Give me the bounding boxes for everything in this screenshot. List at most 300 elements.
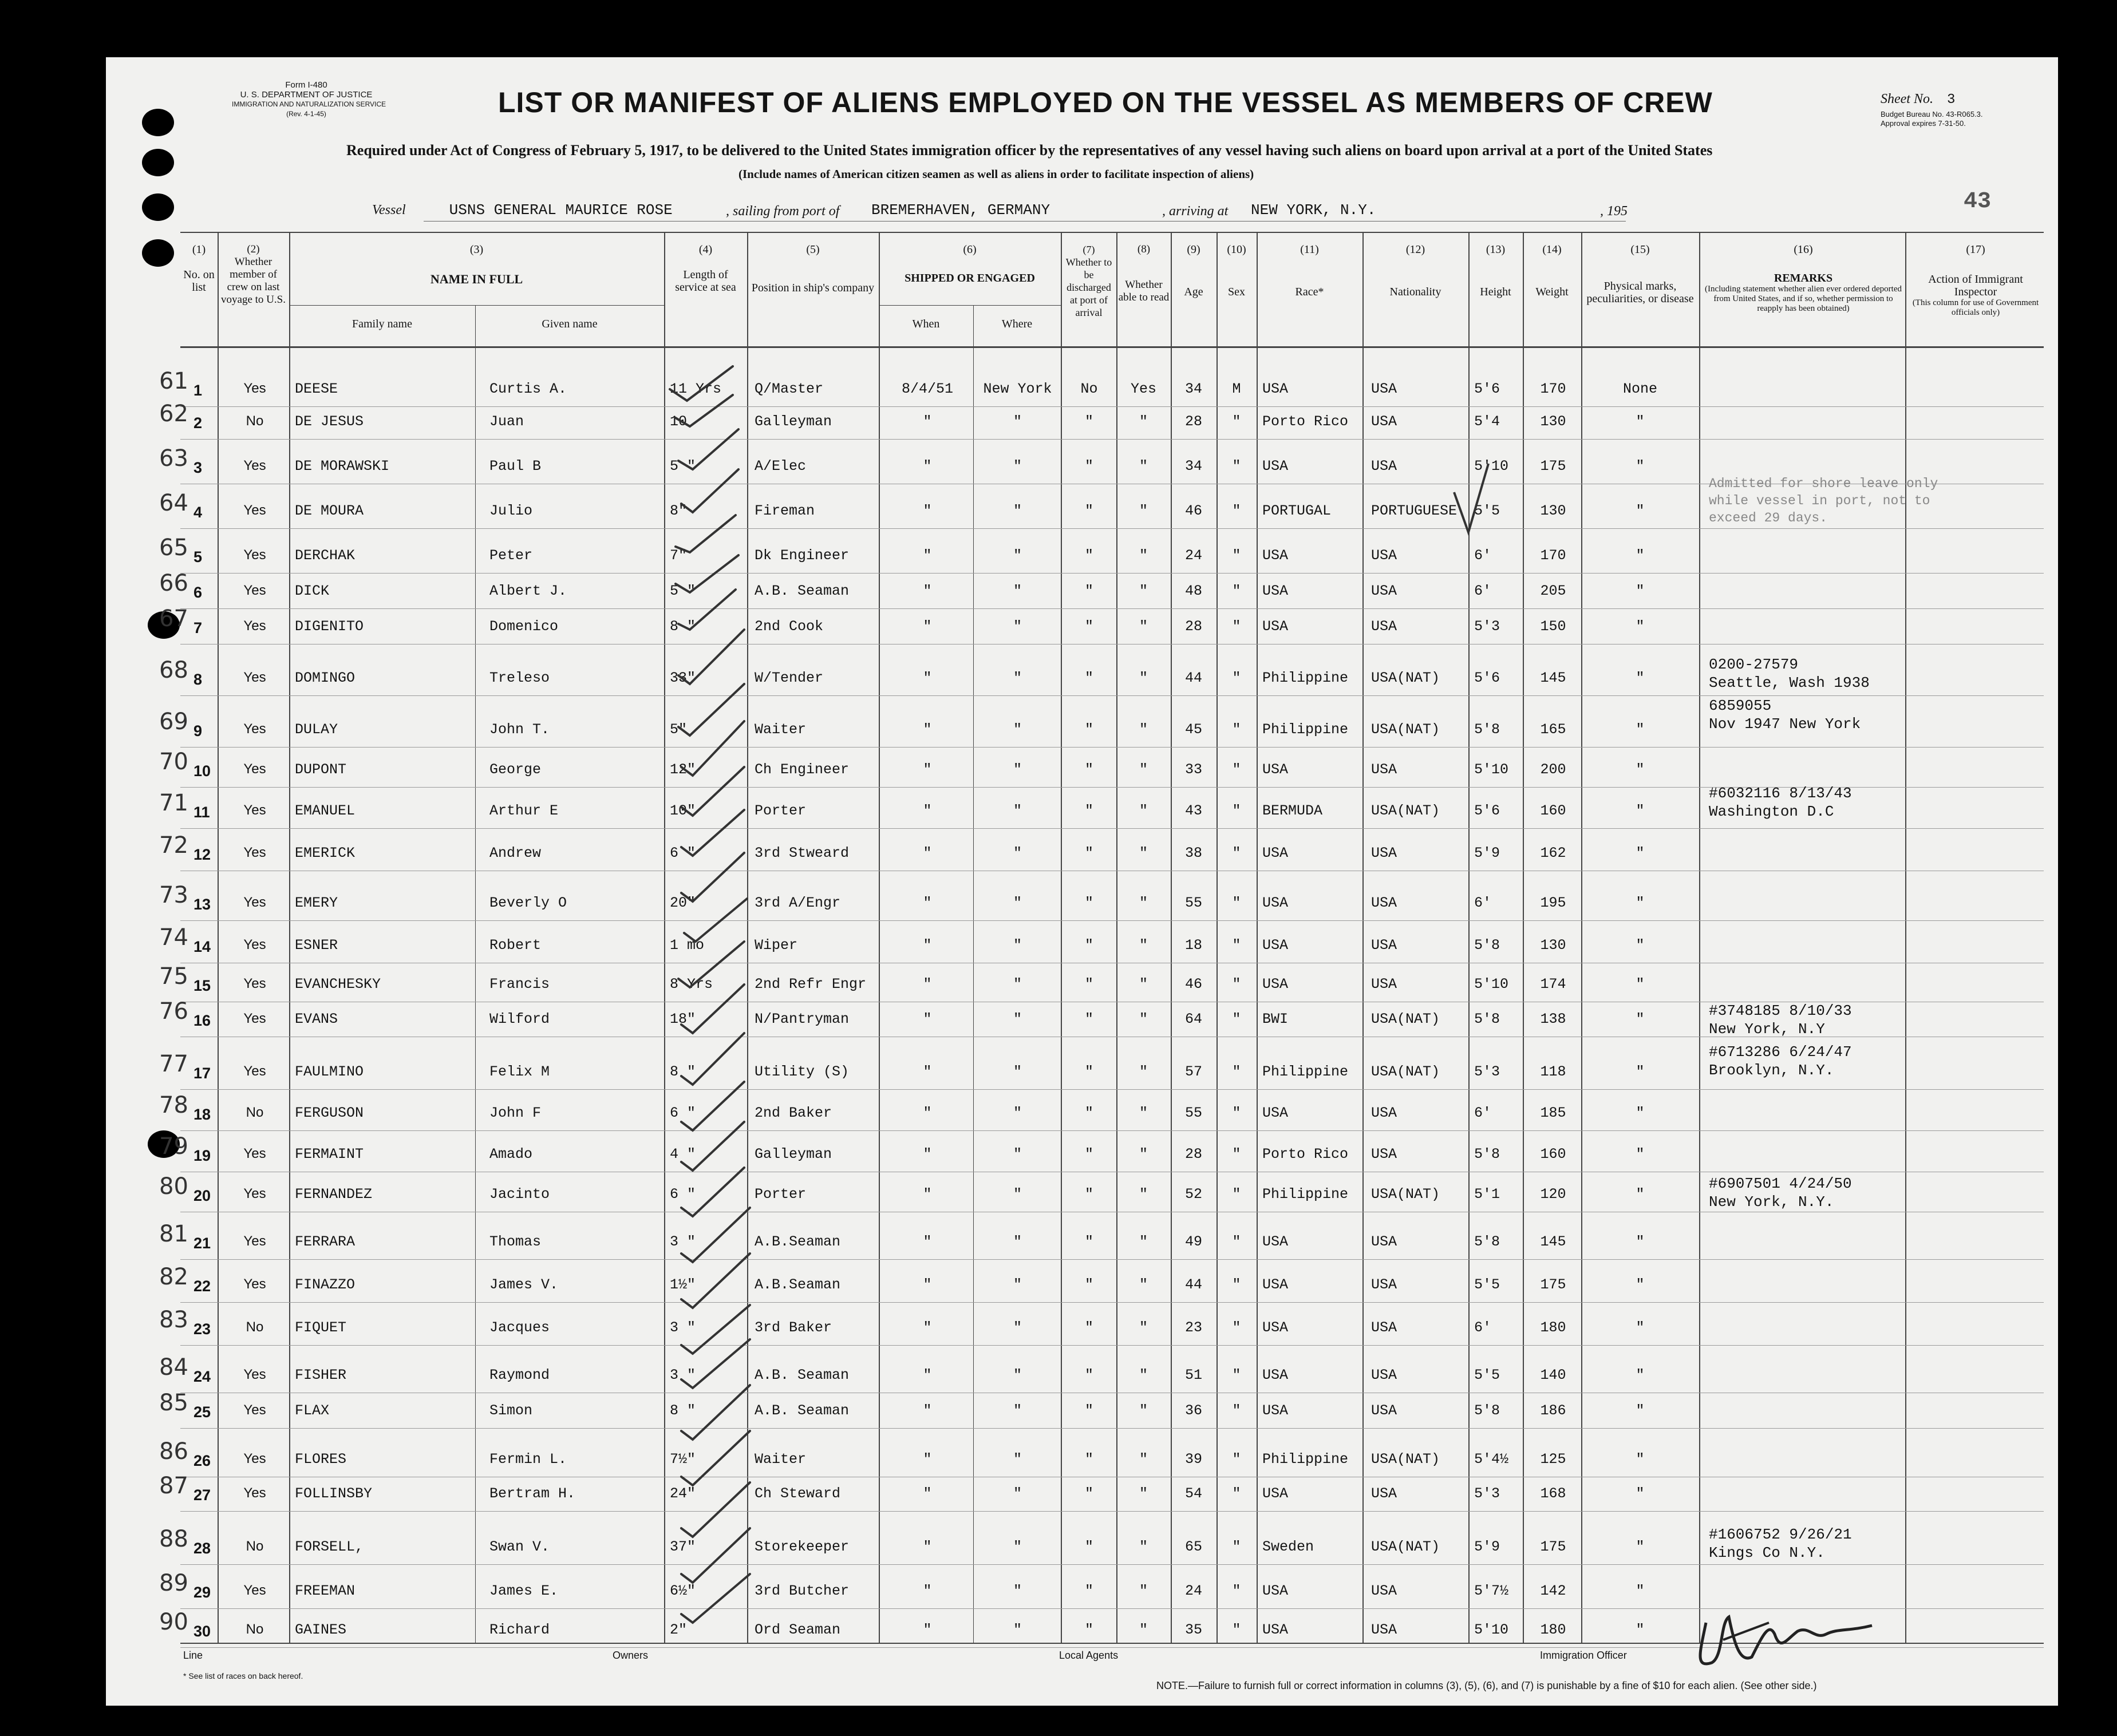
cell-pos: Dk Engineer <box>755 547 850 564</box>
cell-svc: 2" <box>670 1622 688 1638</box>
cell-family: FLORES <box>295 1451 347 1468</box>
cell-pos: 3rd A/Engr <box>755 895 841 911</box>
cell-given: Francis <box>489 976 550 992</box>
cell-race: USA <box>1262 1276 1289 1293</box>
cell-ht: 6' <box>1474 895 1492 911</box>
handwritten-line-number: 62 <box>159 401 188 427</box>
cell-pos: Ch Engineer <box>755 761 850 778</box>
cell-ht: 5'5 <box>1474 1367 1500 1383</box>
row-number: 12 <box>193 846 211 863</box>
cell-nat: USA <box>1371 547 1397 564</box>
cell-wt: 195 <box>1540 895 1566 911</box>
col-num: (15) <box>1630 243 1650 256</box>
cell-svc: 4 " <box>670 1146 696 1162</box>
cell-sex: " <box>1232 845 1241 861</box>
row-divider <box>180 406 2044 407</box>
cell-prev: Yes <box>243 937 266 952</box>
cell-read: " <box>1139 1063 1148 1080</box>
service: IMMIGRATION AND NATURALIZATION SERVICE <box>232 100 386 108</box>
cell-sex: " <box>1232 1105 1241 1121</box>
cell-prev: Yes <box>243 802 266 818</box>
cell-ht: 5'8 <box>1474 1402 1500 1419</box>
cell-nat: USA <box>1371 1146 1397 1162</box>
cell-read: " <box>1139 1186 1148 1203</box>
given-name-header: Given name <box>542 318 598 330</box>
cell-race: USA <box>1262 1622 1289 1638</box>
cell-when: " <box>923 1367 932 1383</box>
table-top-rule <box>180 232 2044 233</box>
cell-svc: 10" <box>670 802 696 819</box>
cell-where: " <box>1013 1622 1022 1638</box>
handwritten-line-number: 69 <box>159 709 188 735</box>
cell-nat: USA(NAT) <box>1371 670 1440 686</box>
cell-read: " <box>1139 845 1148 861</box>
cell-ht: 6' <box>1474 583 1492 599</box>
cell-ht: 5'4 <box>1474 413 1500 430</box>
cell-given: Beverly O <box>489 895 567 911</box>
cell-ht: 5'9 <box>1474 845 1500 861</box>
cell-disch: " <box>1084 845 1093 861</box>
cell-family: FINAZZO <box>295 1276 356 1293</box>
cell-when: " <box>923 845 932 861</box>
cell-age: 51 <box>1184 1367 1202 1383</box>
cell-read: " <box>1139 1319 1148 1336</box>
col14-header <box>1523 243 1581 298</box>
cell-age: 33 <box>1184 761 1202 778</box>
cell-svc: 8 Yrs <box>670 976 713 992</box>
row-divider <box>180 1302 2044 1303</box>
remark-line: 6859055 <box>1709 697 1772 714</box>
cell-family: DE JESUS <box>295 413 364 430</box>
cell-race: PORTUGAL <box>1262 503 1332 519</box>
row-number: 20 <box>193 1187 211 1204</box>
handwritten-line-number: 89 <box>159 1570 188 1596</box>
cell-svc: 10 <box>670 413 688 430</box>
cell-wt: 185 <box>1540 1105 1566 1121</box>
cell-where: " <box>1013 618 1022 635</box>
row-number: 27 <box>193 1486 211 1504</box>
remark-line: Brooklyn, N.Y. <box>1709 1062 1834 1079</box>
vessel-name: USNS GENERAL MAURICE ROSE <box>449 201 673 219</box>
cell-prev: No <box>246 1539 264 1554</box>
cell-marks: " <box>1636 503 1645 519</box>
cell-given: James V. <box>489 1276 559 1293</box>
cell-svc: 5 " <box>670 583 696 599</box>
row-divider <box>180 528 2044 529</box>
cell-nat: USA <box>1371 583 1397 599</box>
cell-nat: USA <box>1371 381 1397 397</box>
cell-read: " <box>1139 1011 1148 1027</box>
cell-where: " <box>1013 1011 1022 1027</box>
cell-when: " <box>923 1451 932 1468</box>
row-number: 8 <box>193 671 203 688</box>
cell-ht: 5'10 <box>1474 458 1509 474</box>
cell-sex: " <box>1232 1186 1241 1203</box>
cell-age: 24 <box>1184 1583 1202 1599</box>
cell-given: Andrew <box>489 845 542 861</box>
col-label: Sex <box>1228 286 1245 298</box>
cell-svc: 6 " <box>670 1186 696 1203</box>
cell-marks: " <box>1636 1402 1645 1419</box>
cell-marks: " <box>1636 547 1645 564</box>
cell-svc: 1½" <box>670 1276 696 1293</box>
page-title: LIST OR MANIFEST OF ALIENS EMPLOYED ON THE VESSEL AS MEMBERS OF CREW <box>498 86 1713 118</box>
cell-where: " <box>1013 1186 1022 1203</box>
remark-line: exceed 29 days. <box>1709 511 1828 525</box>
cell-family: FERRARA <box>295 1233 356 1250</box>
cell-wt: 180 <box>1540 1319 1566 1336</box>
cell-given: James E. <box>489 1583 559 1599</box>
remark-entry <box>1709 784 1852 821</box>
cell-read: " <box>1139 802 1148 819</box>
cell-where: " <box>1013 1276 1022 1293</box>
cell-disch: " <box>1084 458 1093 474</box>
cell-read: " <box>1139 976 1148 992</box>
cell-race: USA <box>1262 1485 1289 1502</box>
row-divider <box>180 1564 2044 1565</box>
cell-given: Felix M <box>489 1063 550 1080</box>
budget-bureau: Budget Bureau No. 43-R065.3. <box>1881 110 1983 118</box>
row-number: 10 <box>193 762 211 780</box>
cell-age: 23 <box>1184 1319 1202 1336</box>
cell-read: " <box>1139 1367 1148 1383</box>
remark-entry <box>1709 1175 1852 1211</box>
cell-prev: Yes <box>243 670 266 685</box>
cell-sex: " <box>1232 1367 1241 1383</box>
cell-wt: 168 <box>1540 1485 1566 1502</box>
cell-when: " <box>923 618 932 635</box>
cell-disch: " <box>1084 1485 1093 1502</box>
cell-nat: USA(NAT) <box>1371 1011 1440 1027</box>
cell-svc: 3 " <box>670 1233 696 1250</box>
cell-ht: 6' <box>1474 1319 1492 1336</box>
cell-nat: PORTUGUESE <box>1371 503 1458 519</box>
cell-svc: 8 " <box>670 1402 696 1419</box>
sheet-value: 3 <box>1946 92 1956 108</box>
cell-where: " <box>1013 1451 1022 1468</box>
cell-sex: " <box>1232 1276 1241 1293</box>
handwritten-line-number: 68 <box>159 657 188 683</box>
cell-ht: 5'8 <box>1474 1011 1500 1027</box>
row-number: 13 <box>193 896 211 913</box>
cell-sex: " <box>1232 1146 1241 1162</box>
remark-line: Seattle, Wash 1938 <box>1709 674 1870 691</box>
cell-wt: 145 <box>1540 670 1566 686</box>
col-num: (12) <box>1405 243 1425 256</box>
cell-disch: No <box>1080 381 1098 397</box>
cell-ht: 5'8 <box>1474 721 1500 738</box>
cell-sex: " <box>1232 976 1241 992</box>
col-label: Race* <box>1295 286 1324 298</box>
cell-read: " <box>1139 1233 1148 1250</box>
handwritten-line-number: 74 <box>159 924 188 951</box>
cell-wt: 170 <box>1540 381 1566 397</box>
cell-sex: " <box>1232 503 1241 519</box>
cell-prev: No <box>246 1105 264 1120</box>
cell-when: " <box>923 547 932 564</box>
cell-disch: " <box>1084 1583 1093 1599</box>
handwritten-line-number: 61 <box>159 368 188 394</box>
cell-svc: 33" <box>670 670 696 686</box>
cell-read: " <box>1139 761 1148 778</box>
cell-disch: " <box>1084 1319 1093 1336</box>
col3-header <box>289 243 664 286</box>
cell-age: 48 <box>1184 583 1202 599</box>
cell-family: DULAY <box>295 721 338 738</box>
cell-race: Philippine <box>1262 721 1349 738</box>
cell-prev: Yes <box>243 1011 266 1026</box>
cell-prev: No <box>246 1622 264 1637</box>
cell-disch: " <box>1084 895 1093 911</box>
cell-marks: " <box>1636 1367 1645 1383</box>
handwritten-line-number: 77 <box>159 1051 188 1077</box>
col-label: SHIPPED OR ENGAGED <box>905 272 1035 284</box>
row-divider <box>180 1428 2044 1429</box>
row-number: 28 <box>193 1540 211 1557</box>
cell-prev: Yes <box>243 583 266 598</box>
cell-age: 46 <box>1184 976 1202 992</box>
cell-prev: Yes <box>243 547 266 563</box>
cell-given: Amado <box>489 1146 533 1162</box>
officer-signature <box>1689 1600 1883 1680</box>
cell-given: John F <box>489 1105 542 1121</box>
cell-wt: 138 <box>1540 1011 1566 1027</box>
cell-age: 28 <box>1184 413 1202 430</box>
cell-family: FLAX <box>295 1402 330 1419</box>
cell-when: " <box>923 976 932 992</box>
cell-given: Julio <box>489 503 533 519</box>
cell-given: John T. <box>489 721 550 738</box>
cell-race: USA <box>1262 1233 1289 1250</box>
cell-svc: 6 " <box>670 1105 696 1121</box>
cell-when: " <box>923 458 932 474</box>
cell-prev: Yes <box>243 1186 266 1201</box>
cell-age: 34 <box>1184 458 1202 474</box>
col-num: (4) <box>698 243 713 256</box>
cell-age: 46 <box>1184 503 1202 519</box>
cell-where: " <box>1013 1105 1022 1121</box>
cell-nat: USA <box>1371 937 1397 954</box>
cell-sex: " <box>1232 1583 1241 1599</box>
col-num: (9) <box>1187 243 1200 256</box>
row-number: 14 <box>193 938 211 955</box>
row-number: 26 <box>193 1452 211 1469</box>
row-divider <box>180 920 2044 921</box>
remark-line: Admitted for shore leave only <box>1709 476 1938 491</box>
row-number: 17 <box>193 1065 211 1082</box>
cell-when: " <box>923 1402 932 1419</box>
handwritten-line-number: 87 <box>159 1473 188 1499</box>
cell-disch: " <box>1084 976 1093 992</box>
punch-hole <box>142 149 174 176</box>
cell-where: New York <box>983 381 1052 397</box>
cell-read: Yes <box>1130 381 1156 397</box>
cell-age: 35 <box>1184 1622 1202 1638</box>
col8-header <box>1118 243 1170 304</box>
cell-sex: " <box>1232 413 1241 430</box>
cell-pos: Porter <box>755 1186 807 1203</box>
cell-race: Philippine <box>1262 1063 1349 1080</box>
handwritten-line-number: 86 <box>159 1438 188 1465</box>
col-num: (5) <box>806 243 820 256</box>
cell-prev: Yes <box>243 381 266 396</box>
cell-wt: 120 <box>1540 1186 1566 1203</box>
cell-where: " <box>1013 1583 1022 1599</box>
cell-prev: Yes <box>243 1402 266 1418</box>
cell-race: USA <box>1262 381 1289 397</box>
cell-ht: 5'10 <box>1474 1622 1509 1638</box>
cell-wt: 142 <box>1540 1583 1566 1599</box>
cell-prev: Yes <box>243 618 266 634</box>
col-num: (11) <box>1300 243 1319 256</box>
cell-svc: 12" <box>670 761 696 778</box>
cell-race: USA <box>1262 1319 1289 1336</box>
cell-where: " <box>1013 1539 1022 1555</box>
cell-where: " <box>1013 547 1022 564</box>
cell-pos: Galleyman <box>755 1146 832 1162</box>
cell-wt: 200 <box>1540 761 1566 778</box>
cell-wt: 160 <box>1540 802 1566 819</box>
cell-ht: 5'10 <box>1474 976 1509 992</box>
cell-family: EVANCHESKY <box>295 976 381 992</box>
form-number: Form I-480 <box>285 80 327 90</box>
cell-pos: A/Elec <box>755 458 807 474</box>
cell-pos: Utility (S) <box>755 1063 850 1080</box>
cell-given: Arthur E <box>489 802 559 819</box>
cell-marks: " <box>1636 937 1645 954</box>
cell-family: ESNER <box>295 937 338 954</box>
row-number: 19 <box>193 1147 211 1164</box>
cell-read: " <box>1139 1276 1148 1293</box>
cell-family: EMANUEL <box>295 802 356 819</box>
col-num: (2) <box>247 243 260 255</box>
row-number: 30 <box>193 1623 211 1640</box>
cell-where: " <box>1013 1233 1022 1250</box>
cell-pos: A.B. Seaman <box>755 583 850 599</box>
cell-disch: " <box>1084 1622 1093 1638</box>
cell-ht: 5'7½ <box>1474 1583 1509 1599</box>
cell-read: " <box>1139 1451 1148 1468</box>
cell-prev: Yes <box>243 1367 266 1382</box>
cell-race: USA <box>1262 895 1289 911</box>
cell-family: FAULMINO <box>295 1063 364 1080</box>
cell-wt: 150 <box>1540 618 1566 635</box>
cell-svc: 8 " <box>670 618 696 635</box>
cell-when: " <box>923 937 932 954</box>
subtitle-note: (Include names of American citizen seamen as well as aliens in order to facilitate inspection of aliens) <box>738 167 1254 181</box>
cell-pos: Waiter <box>755 721 807 738</box>
cell-when: " <box>923 802 932 819</box>
cell-nat: USA <box>1371 895 1397 911</box>
cell-age: 64 <box>1184 1011 1202 1027</box>
col-label: No. on list <box>183 268 215 294</box>
cell-svc: 24" <box>670 1485 696 1502</box>
remark-entry <box>1709 1043 1852 1079</box>
cell-nat: USA <box>1371 1402 1397 1419</box>
col-label: Position in ship's company <box>751 282 875 294</box>
cell-where: " <box>1013 583 1022 599</box>
cell-race: USA <box>1262 845 1289 861</box>
remark-entry <box>1709 1525 1852 1562</box>
cell-disch: " <box>1084 1451 1093 1468</box>
cell-nat: USA <box>1371 976 1397 992</box>
row-number: 2 <box>193 414 203 432</box>
cell-sex: " <box>1232 1451 1241 1468</box>
cell-marks: " <box>1636 845 1645 861</box>
cell-sex: " <box>1232 547 1241 564</box>
cell-age: 18 <box>1184 937 1202 954</box>
cell-marks: " <box>1636 1233 1645 1250</box>
row-number: 29 <box>193 1584 211 1601</box>
cell-prev: No <box>246 1319 264 1335</box>
row-number: 15 <box>193 977 211 994</box>
cell-disch: " <box>1084 1402 1093 1419</box>
footer-agents: Local Agents <box>1059 1650 1119 1661</box>
page-stamp: 43 <box>1964 189 1992 215</box>
cell-given: Curtis A. <box>489 381 567 397</box>
cell-svc: 7½" <box>670 1451 696 1468</box>
cell-family: FISHER <box>295 1367 347 1383</box>
cell-family: FORSELL, <box>295 1539 364 1555</box>
cell-prev: Yes <box>243 845 266 860</box>
cell-svc: 1 mo <box>670 937 705 954</box>
cell-marks: " <box>1636 1485 1645 1502</box>
col-label: Nationality <box>1389 286 1441 298</box>
form-info <box>232 80 386 119</box>
cell-ht: 5'6 <box>1474 381 1500 397</box>
cell-read: " <box>1139 1146 1148 1162</box>
cell-nat: USA <box>1371 1367 1397 1383</box>
cell-pos: 3rd Butcher <box>755 1583 850 1599</box>
cell-disch: " <box>1084 1276 1093 1293</box>
arriving-port: NEW YORK, N.Y. <box>1251 201 1376 219</box>
cell-when: " <box>923 583 932 599</box>
cell-age: 55 <box>1184 1105 1202 1121</box>
check-marks <box>664 355 779 1648</box>
cell-where: " <box>1013 721 1022 738</box>
row-divider <box>180 695 2044 696</box>
handwritten-line-number: 81 <box>159 1221 188 1247</box>
row-divider <box>180 1089 2044 1090</box>
cell-nat: USA <box>1371 618 1397 635</box>
cell-marks: " <box>1636 1105 1645 1121</box>
cell-read: " <box>1139 1539 1148 1555</box>
cell-race: USA <box>1262 761 1289 778</box>
cell-wt: 175 <box>1540 458 1566 474</box>
cell-wt: 174 <box>1540 976 1566 992</box>
cell-given: Juan <box>489 413 524 430</box>
cell-marks: " <box>1636 802 1645 819</box>
cell-when: " <box>923 761 932 778</box>
cell-where: " <box>1013 895 1022 911</box>
cell-read: " <box>1139 1583 1148 1599</box>
cell-race: BERMUDA <box>1262 802 1323 819</box>
remark-line: #6907501 4/24/50 <box>1709 1175 1852 1192</box>
col2-header <box>220 243 286 306</box>
cell-where: " <box>1013 458 1022 474</box>
cell-family: DEESE <box>295 381 338 397</box>
cell-ht: 5'10 <box>1474 761 1509 778</box>
cell-pos: 2nd Cook <box>755 618 824 635</box>
col-num: (1) <box>192 243 206 256</box>
cell-when: " <box>923 1233 932 1250</box>
cell-given: Albert J. <box>489 583 567 599</box>
cell-when: " <box>923 1319 932 1336</box>
cell-age: 38 <box>1184 845 1202 861</box>
row-number: 21 <box>193 1235 211 1252</box>
row-number: 1 <box>193 382 203 399</box>
cell-family: EVANS <box>295 1011 338 1027</box>
